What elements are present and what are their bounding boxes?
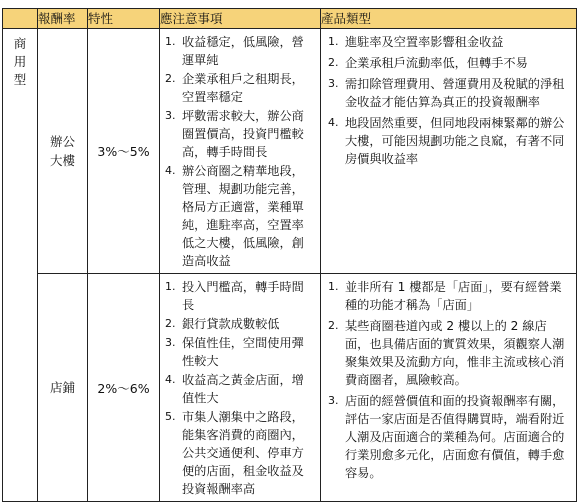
table-row bbox=[3, 274, 577, 502]
table-row bbox=[3, 29, 577, 274]
office-name-line1: 辦公 bbox=[49, 134, 75, 149]
shop-name-cell bbox=[38, 274, 88, 502]
header-rate: 報酬率 bbox=[38, 9, 88, 29]
office-types-list bbox=[321, 29, 576, 173]
list-item: 企業承租戶之租期長，空置率穩定 bbox=[182, 72, 304, 104]
shop-rate: 2%～6% bbox=[88, 274, 160, 502]
list-item: 坪數需求較大，辦公商圈置價高，投資門檻較高，轉手時間長 bbox=[182, 109, 304, 159]
header-feature: 特性 bbox=[88, 9, 160, 29]
product-table bbox=[2, 8, 577, 502]
list-item: 需扣除管理費用、營運費用及稅賦的淨租金收益才能估算為真正的投資報酬率 bbox=[345, 77, 565, 109]
list-item: 並非所有 1 樓都是「店面」，要有經營業種的功能才稱為「店面」 bbox=[345, 280, 562, 312]
list-item: 市集人潮集中之路段，能集客消費的商圈內，公共交通便利、停車方便的店面，租金收益及投資報酬率高 bbox=[182, 410, 304, 496]
list-item: 收益穩定，低風險，營運單純 bbox=[182, 35, 304, 67]
list-item: 店面的經營價值和面的投資報酬率有關，評估一家店面是否值得購買時，端看附近人潮及店面適合的業種為何。店面適合的行業別愈多元化，店面愈有價值，轉手愈容易。 bbox=[345, 394, 565, 480]
shop-name-line1: 店鋪 bbox=[49, 380, 75, 395]
list-item: 保值性佳，空間使用彈性較大 bbox=[182, 336, 304, 368]
list-item: 銀行貸款成數較低 bbox=[182, 317, 280, 331]
shop-types-list bbox=[321, 274, 576, 487]
office-rate: 3%～5% bbox=[88, 29, 160, 274]
list-item: 辦公商圈之精華地段，管理、規劃功能完善，格局方正適當，業種單純，進駐率高，空置率低之大樓，低風險，創造高收益 bbox=[182, 164, 304, 268]
list-item: 地段固然重要，但同地段兩棟緊鄰的辦公大樓，可能因規劃功能之良窳，有著不同房價與收益率 bbox=[345, 116, 565, 166]
list-item: 投入門檻高，轉手時間長 bbox=[182, 280, 304, 312]
list-item: 收益高之黃金店面，增值性大 bbox=[182, 373, 304, 405]
office-notes-cell bbox=[160, 29, 321, 274]
office-types-cell bbox=[321, 29, 577, 274]
header-notes: 應注意事項 bbox=[160, 9, 321, 29]
office-name-cell bbox=[38, 29, 88, 274]
list-item: 進駐率及空置率影響租金收益 bbox=[345, 35, 504, 49]
office-notes-list bbox=[160, 29, 320, 273]
category-cell bbox=[3, 29, 38, 502]
shop-notes-list bbox=[160, 274, 320, 501]
shop-types-cell bbox=[321, 274, 577, 502]
list-item: 企業承租戶流動率低，但轉手不易 bbox=[345, 56, 528, 70]
office-name-line2: 大樓 bbox=[49, 153, 75, 168]
category-label: 商用型 bbox=[13, 36, 27, 87]
header-types: 產品類型 bbox=[321, 9, 577, 29]
header-corner bbox=[3, 9, 38, 29]
header-row bbox=[3, 9, 577, 29]
list-item: 某些商圈巷道內或 2 樓以上的 2 線店面，也具備店面的實質效果，須觀察人潮聚集效果及流動方向，惟非主流或核心消費商圈者，風險較高。 bbox=[345, 319, 565, 387]
shop-notes-cell bbox=[160, 274, 321, 502]
